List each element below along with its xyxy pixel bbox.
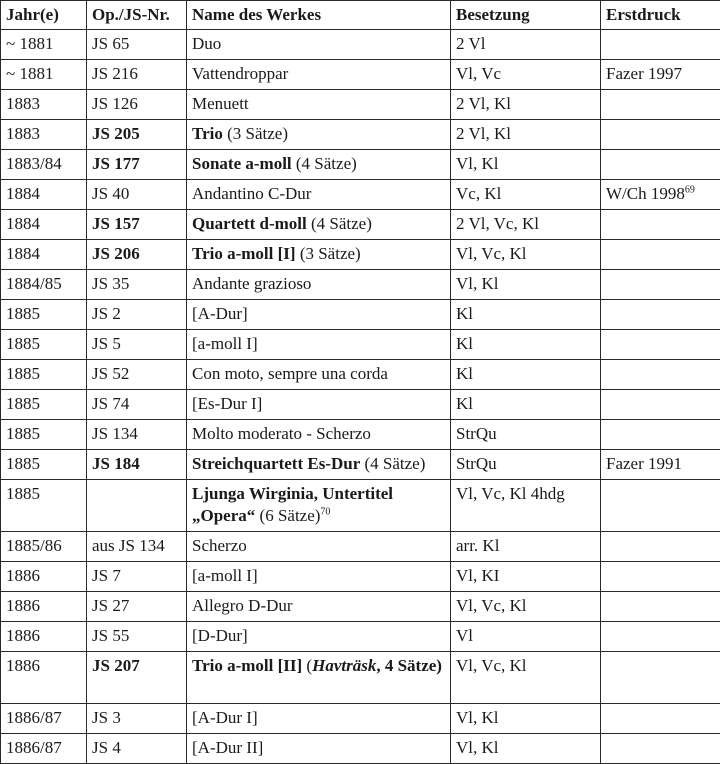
cell-year	[1, 150, 87, 180]
cell-besetzung	[451, 532, 601, 562]
cell-besetzung	[451, 622, 601, 652]
work-movements: (4 Sätze)	[307, 214, 372, 233]
cell-year-text: 1884	[6, 244, 40, 263]
cell-year-text: 1884	[6, 184, 40, 203]
cell-besetzung	[451, 734, 601, 764]
cell-besetzung	[451, 180, 601, 210]
cell-year	[1, 652, 87, 704]
cell-js-number	[87, 240, 187, 270]
cell-year-text: 1884	[6, 214, 40, 233]
footnote-ref: 70	[320, 506, 330, 517]
cell-year	[1, 330, 87, 360]
cell-js-number-text: JS 55	[92, 626, 129, 645]
cell-js-number-text: JS 207	[92, 656, 140, 675]
cell-besetzung-text: Vl, Vc, Kl	[456, 596, 527, 615]
work-title: Menuett	[192, 94, 249, 113]
table-row	[1, 652, 720, 704]
cell-year-text: 1886	[6, 656, 40, 675]
cell-js-number	[87, 210, 187, 240]
work-movements-tail: , 4 Sätze)	[376, 656, 442, 675]
cell-erstdruck	[601, 300, 720, 330]
cell-besetzung	[451, 592, 601, 622]
work-title: [A-Dur II]	[192, 738, 263, 757]
cell-js-number-text: aus JS 134	[92, 536, 165, 555]
cell-besetzung	[451, 120, 601, 150]
cell-erstdruck	[601, 150, 720, 180]
cell-besetzung	[451, 210, 601, 240]
table-row	[1, 592, 720, 622]
table-row	[1, 90, 720, 120]
cell-erstdruck	[601, 480, 720, 532]
work-title: Ljunga Wirginia, Untertitel „Opera“	[192, 484, 393, 525]
cell-js-number-text: JS 5	[92, 334, 121, 353]
cell-js-number-text: JS 126	[92, 94, 138, 113]
table-row	[1, 30, 720, 60]
work-title: [a-moll I]	[192, 334, 258, 353]
cell-erstdruck	[601, 360, 720, 390]
cell-besetzung-text: StrQu	[456, 424, 497, 443]
cell-besetzung-text: Vl, Kl	[456, 154, 499, 173]
cell-year	[1, 480, 87, 532]
cell-year	[1, 210, 87, 240]
work-title: [a-moll I]	[192, 566, 258, 585]
table-row	[1, 210, 720, 240]
cell-js-number-text: JS 216	[92, 64, 138, 83]
cell-besetzung	[451, 450, 601, 480]
cell-work-name	[187, 60, 451, 90]
table-row	[1, 734, 720, 764]
cell-js-number-text: JS 65	[92, 34, 129, 53]
cell-year	[1, 120, 87, 150]
cell-year-text: 1883/84	[6, 154, 62, 173]
table-row	[1, 360, 720, 390]
cell-besetzung-text: 2 Vl, Kl	[456, 124, 511, 143]
table-row	[1, 532, 720, 562]
cell-work-name	[187, 450, 451, 480]
cell-year-text: 1886	[6, 626, 40, 645]
table-row	[1, 562, 720, 592]
cell-besetzung-text: Vl, Vc, Kl	[456, 656, 527, 675]
work-title: Con moto, sempre una corda	[192, 364, 388, 383]
table-row	[1, 300, 720, 330]
cell-year-text: 1883	[6, 124, 40, 143]
cell-erstdruck	[601, 270, 720, 300]
cell-year-text: 1885	[6, 334, 40, 353]
cell-erstdruck	[601, 532, 720, 562]
table-row	[1, 480, 720, 532]
cell-js-number-text: JS 27	[92, 596, 129, 615]
cell-year-text: 1885	[6, 304, 40, 323]
cell-js-number	[87, 150, 187, 180]
cell-js-number	[87, 360, 187, 390]
cell-work-name	[187, 480, 451, 532]
cell-besetzung	[451, 90, 601, 120]
cell-year	[1, 532, 87, 562]
cell-besetzung	[451, 420, 601, 450]
cell-work-name	[187, 150, 451, 180]
cell-year-text: 1885	[6, 484, 40, 503]
cell-year	[1, 360, 87, 390]
work-title: Quartett d-moll	[192, 214, 307, 233]
cell-work-name	[187, 622, 451, 652]
cell-js-number-text: JS 184	[92, 454, 140, 473]
cell-besetzung-text: Vl, Kl	[456, 274, 499, 293]
cell-js-number	[87, 704, 187, 734]
cell-besetzung	[451, 300, 601, 330]
cell-besetzung-text: Vl, Vc, Kl 4hdg	[456, 484, 565, 503]
cell-year-text: 1885/86	[6, 536, 62, 555]
cell-erstdruck	[601, 240, 720, 270]
cell-besetzung	[451, 150, 601, 180]
cell-js-number-text: JS 134	[92, 424, 138, 443]
cell-js-number	[87, 180, 187, 210]
cell-js-number	[87, 30, 187, 60]
cell-work-name	[187, 330, 451, 360]
cell-year-text: 1886/87	[6, 738, 62, 757]
cell-besetzung-text: Kl	[456, 394, 473, 413]
cell-besetzung-text: Vl, Vc, Kl	[456, 244, 527, 263]
cell-work-name	[187, 562, 451, 592]
work-title: Trio a-moll [I]	[192, 244, 296, 263]
work-title: Vattendroppar	[192, 64, 288, 83]
work-title: [D-Dur]	[192, 626, 248, 645]
cell-js-number	[87, 330, 187, 360]
cell-js-number-text: JS 35	[92, 274, 129, 293]
cell-year	[1, 562, 87, 592]
cell-work-name	[187, 30, 451, 60]
work-title: Duo	[192, 34, 221, 53]
cell-besetzung-text: Vl, Kl	[456, 738, 499, 757]
cell-besetzung-text: Vc, Kl	[456, 184, 501, 203]
cell-year-text: ~ 1881	[6, 64, 53, 83]
header-work-name: Name des Werkes	[187, 1, 451, 30]
cell-year-text: ~ 1881	[6, 34, 53, 53]
cell-js-number	[87, 480, 187, 532]
cell-js-number-text: JS 157	[92, 214, 140, 233]
cell-js-number	[87, 270, 187, 300]
cell-work-name	[187, 240, 451, 270]
cell-work-name	[187, 210, 451, 240]
cell-js-number-text: JS 7	[92, 566, 121, 585]
cell-js-number	[87, 562, 187, 592]
cell-js-number-text: JS 206	[92, 244, 140, 263]
cell-besetzung-text: Kl	[456, 304, 473, 323]
cell-besetzung	[451, 30, 601, 60]
cell-year	[1, 450, 87, 480]
cell-year	[1, 180, 87, 210]
cell-erstdruck	[601, 390, 720, 420]
cell-work-name	[187, 120, 451, 150]
cell-js-number	[87, 90, 187, 120]
work-movements: (4 Sätze)	[292, 154, 357, 173]
cell-erstdruck-text: Fazer 1997	[606, 64, 682, 83]
work-title: Streichquartett Es-Dur	[192, 454, 360, 473]
table-row	[1, 622, 720, 652]
header-erstdruck: Erstdruck	[601, 1, 720, 30]
cell-year-text: 1883	[6, 94, 40, 113]
work-movements: (4 Sätze)	[360, 454, 425, 473]
cell-erstdruck	[601, 562, 720, 592]
cell-js-number	[87, 450, 187, 480]
cell-js-number-text: JS 52	[92, 364, 129, 383]
work-title: [A-Dur]	[192, 304, 248, 323]
cell-work-name	[187, 652, 451, 704]
work-title: Andante grazioso	[192, 274, 311, 293]
header-row	[1, 1, 720, 30]
work-subtitle-italic: Havträsk	[312, 656, 376, 675]
cell-year	[1, 300, 87, 330]
cell-year	[1, 420, 87, 450]
cell-work-name	[187, 300, 451, 330]
cell-year-text: 1885	[6, 454, 40, 473]
cell-year-text: 1884/85	[6, 274, 62, 293]
cell-erstdruck	[601, 30, 720, 60]
cell-year	[1, 592, 87, 622]
cell-erstdruck	[601, 420, 720, 450]
cell-besetzung-text: Kl	[456, 334, 473, 353]
cell-besetzung-text: 2 Vl, Vc, Kl	[456, 214, 539, 233]
table-row	[1, 150, 720, 180]
cell-erstdruck	[601, 592, 720, 622]
cell-besetzung	[451, 270, 601, 300]
cell-js-number	[87, 120, 187, 150]
cell-js-number	[87, 532, 187, 562]
cell-erstdruck	[601, 90, 720, 120]
cell-work-name	[187, 532, 451, 562]
cell-besetzung-text: Vl, Kl	[456, 708, 499, 727]
cell-work-name	[187, 180, 451, 210]
cell-erstdruck	[601, 120, 720, 150]
cell-besetzung-text: Kl	[456, 364, 473, 383]
cell-besetzung-text: Vl, KI	[456, 566, 499, 585]
work-title: [A-Dur I]	[192, 708, 258, 727]
cell-year	[1, 30, 87, 60]
cell-year	[1, 734, 87, 764]
table-row	[1, 390, 720, 420]
cell-besetzung-text: StrQu	[456, 454, 497, 473]
cell-year	[1, 240, 87, 270]
cell-erstdruck	[601, 622, 720, 652]
cell-year-text: 1885	[6, 364, 40, 383]
cell-besetzung-text: arr. Kl	[456, 536, 499, 555]
cell-besetzung	[451, 390, 601, 420]
cell-besetzung	[451, 562, 601, 592]
header-js-number: Op./JS-Nr.	[87, 1, 187, 30]
work-movements: (3 Sätze)	[296, 244, 361, 263]
work-title: Andantino C-Dur	[192, 184, 311, 203]
cell-besetzung-text: 2 Vl	[456, 34, 485, 53]
cell-year	[1, 622, 87, 652]
cell-work-name	[187, 390, 451, 420]
cell-js-number	[87, 390, 187, 420]
table-row	[1, 240, 720, 270]
work-title: [Es-Dur I]	[192, 394, 262, 413]
cell-work-name	[187, 360, 451, 390]
cell-js-number	[87, 652, 187, 704]
table-body	[1, 30, 720, 764]
table-row	[1, 450, 720, 480]
footnote-ref: 69	[685, 184, 695, 195]
table-row	[1, 704, 720, 734]
cell-js-number	[87, 60, 187, 90]
cell-work-name	[187, 704, 451, 734]
cell-js-number-text: JS 4	[92, 738, 121, 757]
header-year: Jahr(e)	[1, 1, 87, 30]
work-title: Allegro D-Dur	[192, 596, 293, 615]
cell-erstdruck	[601, 704, 720, 734]
work-title: Molto moderato - Scherzo	[192, 424, 371, 443]
cell-year-text: 1885	[6, 394, 40, 413]
cell-js-number-text: JS 205	[92, 124, 140, 143]
cell-besetzung-text: Vl, Vc	[456, 64, 501, 83]
cell-besetzung	[451, 60, 601, 90]
cell-js-number	[87, 300, 187, 330]
cell-erstdruck-text: Fazer 1991	[606, 454, 682, 473]
cell-js-number	[87, 592, 187, 622]
cell-year-text: 1886	[6, 566, 40, 585]
table-row	[1, 60, 720, 90]
work-movements: (	[302, 656, 312, 675]
work-movements: (6 Sätze)	[255, 506, 320, 525]
table-row	[1, 420, 720, 450]
cell-besetzung	[451, 652, 601, 704]
table-row	[1, 180, 720, 210]
table-row	[1, 330, 720, 360]
cell-work-name	[187, 90, 451, 120]
cell-erstdruck	[601, 210, 720, 240]
cell-besetzung	[451, 240, 601, 270]
cell-js-number-text: JS 177	[92, 154, 140, 173]
cell-js-number	[87, 734, 187, 764]
cell-year	[1, 90, 87, 120]
cell-besetzung	[451, 704, 601, 734]
cell-year-text: 1886	[6, 596, 40, 615]
cell-js-number-text: JS 40	[92, 184, 129, 203]
cell-erstdruck	[601, 652, 720, 704]
cell-work-name	[187, 592, 451, 622]
cell-js-number	[87, 622, 187, 652]
cell-js-number	[87, 420, 187, 450]
cell-year	[1, 60, 87, 90]
work-title: Trio a-moll [II]	[192, 656, 302, 675]
cell-work-name	[187, 270, 451, 300]
cell-besetzung-text: 2 Vl, Kl	[456, 94, 511, 113]
cell-year-text: 1886/87	[6, 708, 62, 727]
cell-year	[1, 390, 87, 420]
cell-besetzung-text: Vl	[456, 626, 473, 645]
table-row	[1, 120, 720, 150]
cell-year	[1, 270, 87, 300]
work-title: Scherzo	[192, 536, 247, 555]
header-besetzung: Besetzung	[451, 1, 601, 30]
cell-erstdruck	[601, 60, 720, 90]
cell-erstdruck-text: W/Ch 1998	[606, 184, 685, 203]
cell-besetzung	[451, 480, 601, 532]
cell-erstdruck	[601, 450, 720, 480]
cell-erstdruck	[601, 180, 720, 210]
cell-year-text: 1885	[6, 424, 40, 443]
cell-js-number-text: JS 2	[92, 304, 121, 323]
table-row	[1, 270, 720, 300]
cell-year	[1, 704, 87, 734]
cell-work-name	[187, 420, 451, 450]
cell-js-number-text: JS 3	[92, 708, 121, 727]
work-title: Trio	[192, 124, 223, 143]
cell-erstdruck	[601, 734, 720, 764]
work-title: Sonate a-moll	[192, 154, 292, 173]
cell-js-number-text: JS 74	[92, 394, 129, 413]
work-movements: (3 Sätze)	[223, 124, 288, 143]
cell-besetzung	[451, 360, 601, 390]
cell-erstdruck	[601, 330, 720, 360]
cell-besetzung	[451, 330, 601, 360]
cell-work-name	[187, 734, 451, 764]
